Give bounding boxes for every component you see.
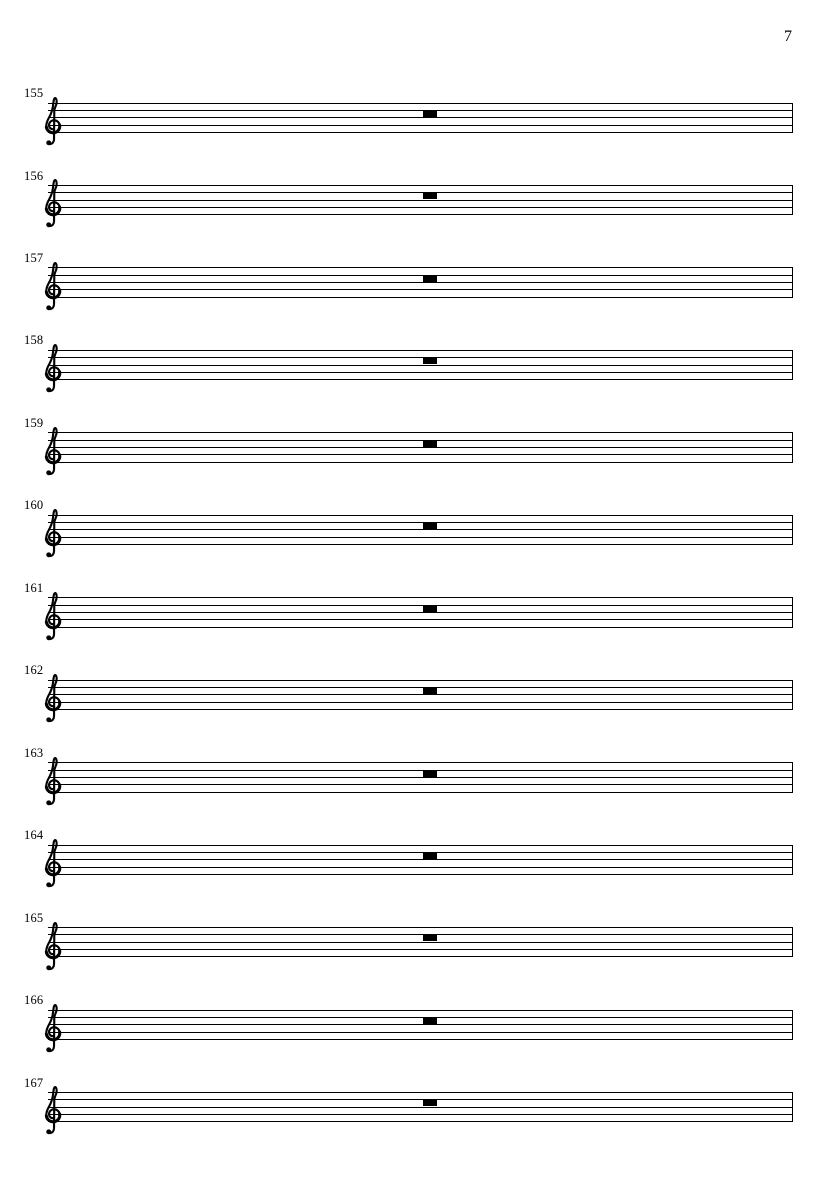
staff-line — [48, 132, 793, 133]
staff-line — [48, 522, 793, 523]
measure-number: 157 — [24, 250, 44, 265]
staff-lines — [48, 927, 793, 957]
measure-number: 155 — [24, 86, 44, 100]
staff-line — [48, 845, 793, 846]
staff-line — [48, 1024, 793, 1025]
staff-line — [48, 1092, 793, 1093]
staff-line — [48, 784, 793, 785]
staff-line — [48, 709, 793, 710]
barline — [792, 680, 794, 710]
staff-line — [48, 200, 793, 201]
measure-number: 160 — [24, 498, 44, 513]
whole-rest-icon — [423, 770, 437, 776]
barline — [792, 1092, 794, 1122]
staff-line — [48, 267, 793, 268]
measure-number: 166 — [24, 993, 44, 1007]
staff-line — [48, 627, 793, 628]
staff-lines — [48, 597, 793, 627]
measure-number: 162 — [24, 663, 44, 678]
staff-line — [48, 125, 793, 126]
staff-line — [48, 297, 793, 298]
staff-line — [48, 687, 793, 688]
staff-line — [48, 185, 793, 186]
whole-rest-icon — [423, 853, 437, 859]
barline — [792, 845, 794, 875]
staff-line — [48, 956, 793, 957]
staff-line — [48, 282, 793, 283]
whole-rest-icon — [423, 605, 437, 611]
staff-line — [48, 357, 793, 358]
staff-line — [48, 612, 793, 613]
barline — [792, 1010, 794, 1040]
staff-line — [48, 949, 793, 950]
staff-line — [48, 103, 793, 104]
whole-rest-icon — [423, 688, 437, 694]
staff-line — [48, 762, 793, 763]
staff-lines — [48, 267, 793, 297]
staff-line — [48, 214, 793, 215]
measure-number: 158 — [24, 333, 44, 348]
measure-number: 159 — [24, 415, 44, 430]
staff-line — [48, 454, 793, 455]
staff-line — [48, 350, 793, 351]
staff-line — [48, 694, 793, 695]
staff-lines — [48, 1010, 793, 1040]
staff-lines — [48, 432, 793, 462]
staff-line — [48, 1017, 793, 1018]
staff-line — [48, 874, 793, 875]
staff-line — [48, 544, 793, 545]
staff-lines — [48, 515, 793, 545]
staff-line — [48, 537, 793, 538]
staff-line — [48, 859, 793, 860]
staff-line — [48, 447, 793, 448]
whole-rest-icon — [423, 1100, 437, 1106]
staff-lines — [48, 762, 793, 792]
staff-line — [48, 289, 793, 290]
barline — [792, 927, 794, 957]
staff-line — [48, 1010, 793, 1011]
staff-line — [48, 680, 793, 681]
staff-line — [48, 852, 793, 853]
barline — [792, 762, 794, 792]
whole-rest-icon — [423, 276, 437, 282]
staff-line — [48, 117, 793, 118]
measure-number: 167 — [24, 1075, 44, 1090]
staff-line — [48, 1107, 793, 1108]
whole-rest-icon — [423, 935, 437, 941]
barline — [792, 185, 794, 215]
staff-lines — [48, 680, 793, 710]
whole-rest-icon — [423, 1018, 437, 1024]
staff-line — [48, 927, 793, 928]
staff-line — [48, 192, 793, 193]
staff-line — [48, 462, 793, 463]
staff-line — [48, 942, 793, 943]
barline — [792, 267, 794, 297]
measure-number: 165 — [24, 910, 44, 925]
barline — [792, 103, 794, 133]
barline — [792, 350, 794, 380]
staff-line — [48, 275, 793, 276]
staff-line — [48, 1121, 793, 1122]
staff-line — [48, 1114, 793, 1115]
staff-lines — [48, 1092, 793, 1122]
page-number: 7 — [784, 28, 792, 45]
whole-rest-icon — [423, 440, 437, 446]
staff-line — [48, 934, 793, 935]
staff-line — [48, 372, 793, 373]
whole-rest-icon — [423, 111, 437, 117]
measure-number: 163 — [24, 745, 44, 760]
staff-line — [48, 110, 793, 111]
measure-number: 156 — [24, 168, 44, 183]
staff-line — [48, 432, 793, 433]
staff-line — [48, 792, 793, 793]
staff-line — [48, 867, 793, 868]
barline — [792, 515, 794, 545]
whole-rest-icon — [423, 523, 437, 529]
staff-line — [48, 515, 793, 516]
measure-number: 161 — [24, 580, 44, 595]
staff-line — [48, 770, 793, 771]
staff-line — [48, 365, 793, 366]
staff-line — [48, 619, 793, 620]
whole-rest-icon — [423, 193, 437, 199]
measure-number: 164 — [24, 828, 44, 843]
staff-lines — [48, 350, 793, 380]
staff-line — [48, 1099, 793, 1100]
staff-line — [48, 605, 793, 606]
staff-line — [48, 777, 793, 778]
whole-rest-icon — [423, 358, 437, 364]
staff-line — [48, 1039, 793, 1040]
staff-lines — [48, 185, 793, 215]
staff-lines — [48, 845, 793, 875]
barline — [792, 432, 794, 462]
staff-line — [48, 207, 793, 208]
staff-line — [48, 597, 793, 598]
staff-lines — [48, 103, 793, 133]
staff-line — [48, 1032, 793, 1033]
barline — [792, 597, 794, 627]
staff-line — [48, 529, 793, 530]
staff-line — [48, 702, 793, 703]
staff-line — [48, 379, 793, 380]
staff-line — [48, 440, 793, 441]
